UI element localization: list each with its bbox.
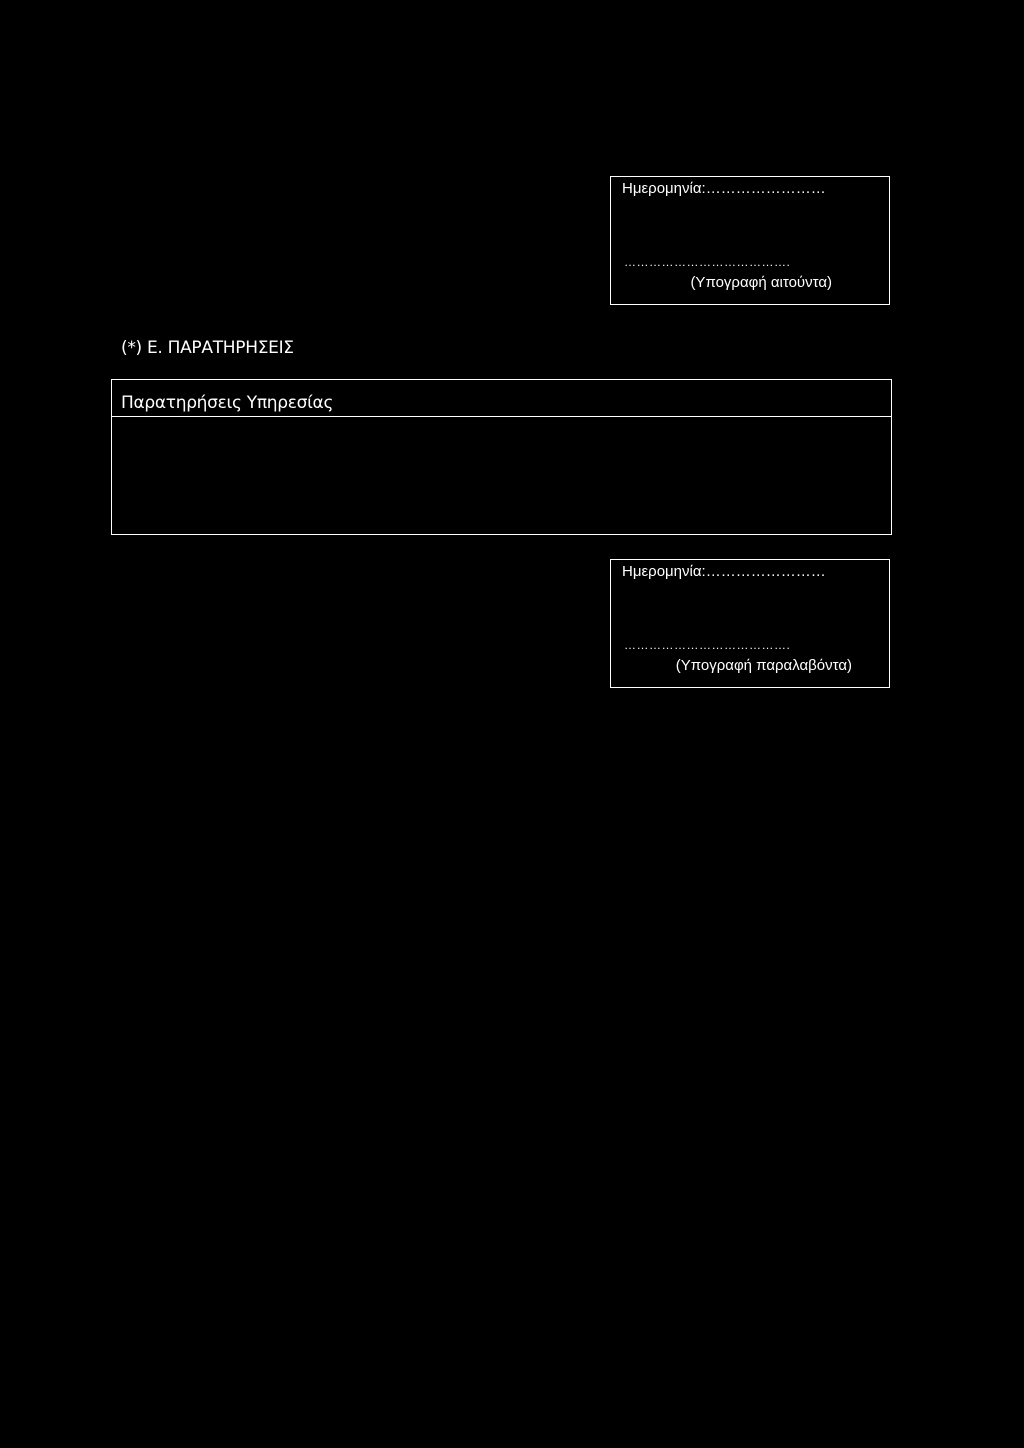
receiver-date-label: Ημερομηνία:…………………… (622, 563, 826, 580)
applicant-date-label: Ημερομηνία:…………………… (622, 180, 826, 197)
applicant-signature-box (610, 176, 890, 305)
remarks-section-heading: (*) Ε. ΠΑΡΑΤΗΡΗΣΕΙΣ (121, 338, 294, 358)
receiver-signature-box (610, 559, 890, 688)
receiver-signature-caption: (Υπογραφή παραλαβόντα) (675, 657, 852, 674)
remarks-table-body[interactable] (112, 417, 891, 534)
remarks-table (111, 379, 892, 535)
applicant-signature-line: …………………………………. (624, 255, 791, 269)
receiver-signature-line: …………………………………. (624, 638, 791, 652)
remarks-table-header: Παρατηρήσεις Υπηρεσίας (112, 380, 891, 417)
applicant-signature-caption: (Υπογραφή αιτούντα) (690, 274, 832, 291)
